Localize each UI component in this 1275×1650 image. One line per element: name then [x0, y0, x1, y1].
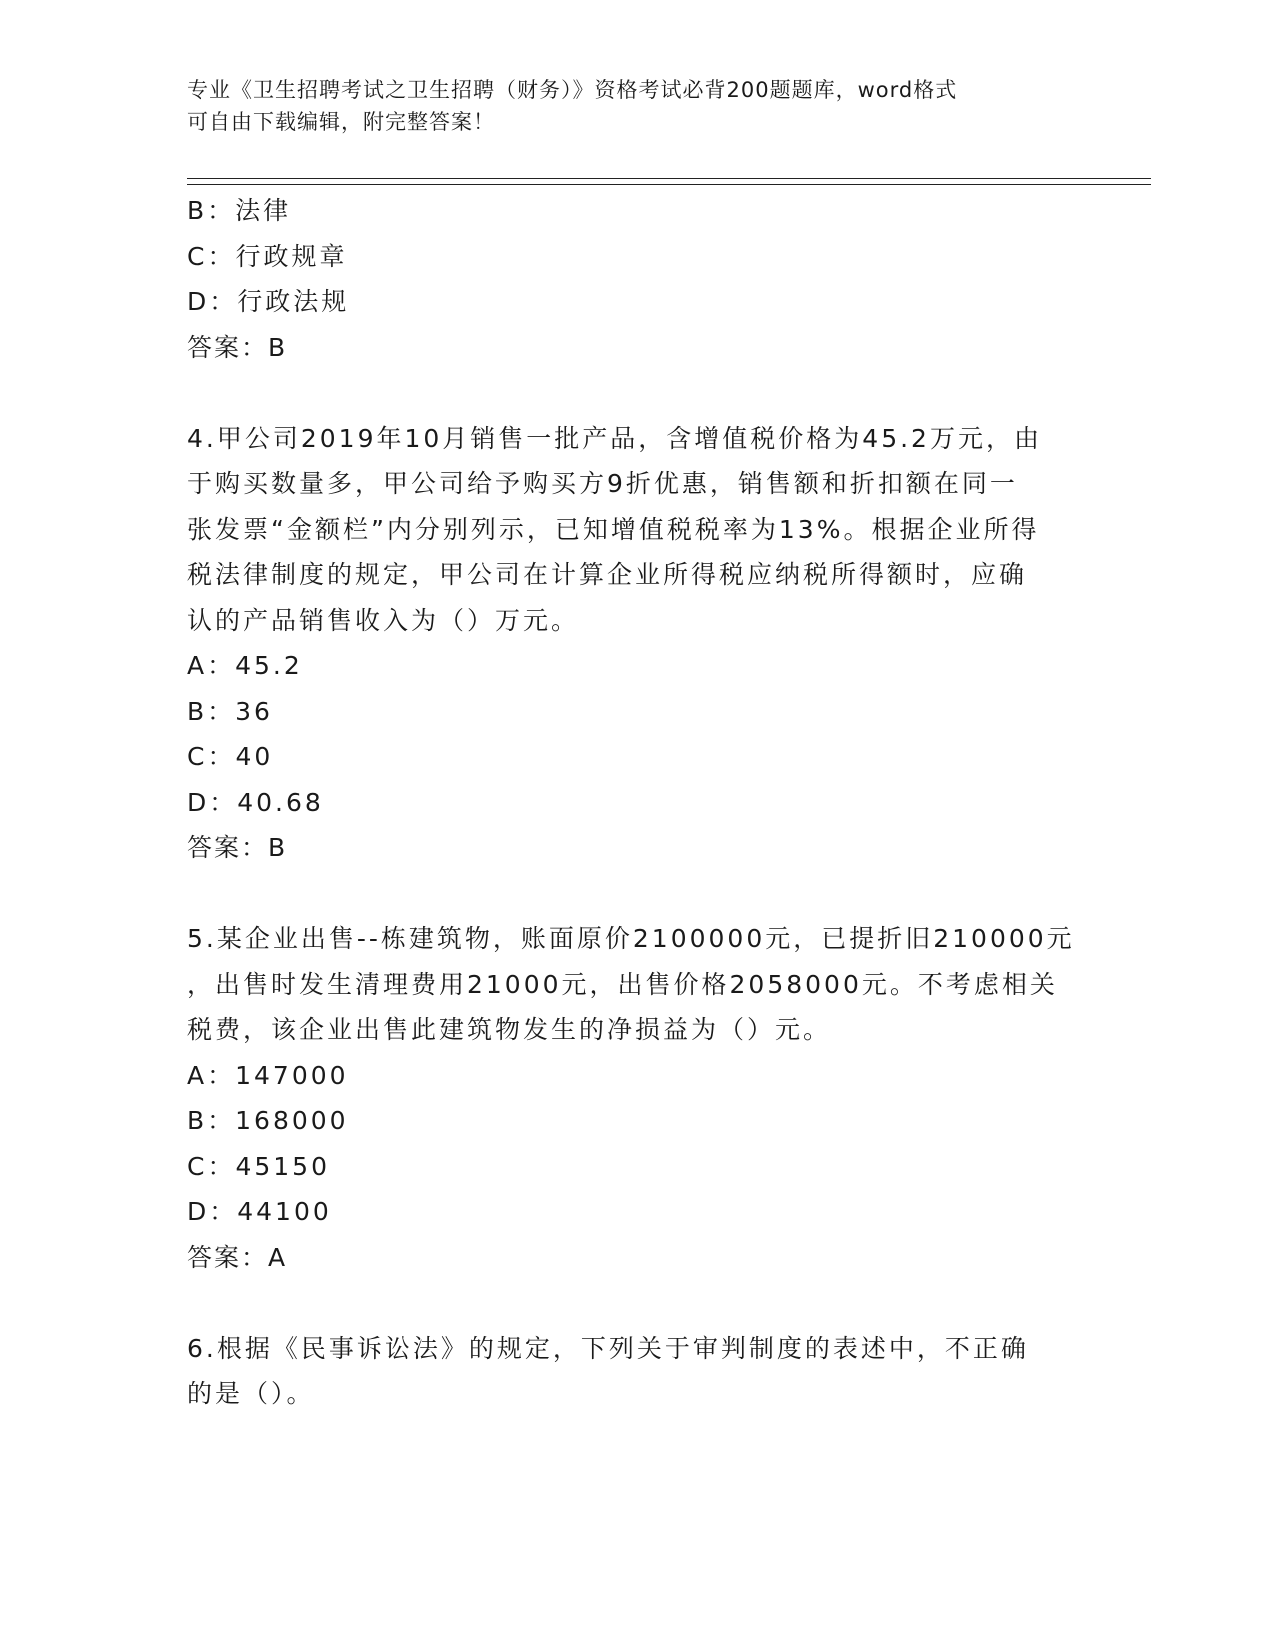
stem-line: 5.某企业出售--栋建筑物，账面原价2100000元，已提折旧210000元 — [187, 924, 1075, 953]
stem-line: 税法律制度的规定，甲公司在计算企业所得税应纳税所得额时，应确 — [187, 560, 1028, 589]
stem-line: 于购买数量多，甲公司给予购买方9折优惠，销售额和折扣额在同一 — [187, 469, 1018, 498]
option-b: B：法律 — [187, 196, 292, 225]
option-d: D：40.68 — [187, 787, 324, 817]
option-a: A：45.2 — [187, 651, 303, 680]
header-line-1: 专业《卫生招聘考试之卫生招聘（财务）》资格考试必背200题题库，word格式 — [187, 78, 958, 102]
stem-line: 4.甲公司2019年10月销售一批产品，含增值税价格为45.2万元，由 — [187, 423, 1042, 453]
spacer — [187, 1280, 1087, 1326]
option-c: C：40 — [187, 742, 274, 771]
spacer — [187, 370, 1087, 416]
question-stem — [187, 1326, 1087, 1417]
answer-line: 答案：B — [187, 833, 288, 862]
question-6 — [187, 1326, 1087, 1417]
header-divider-bottom — [187, 184, 1151, 185]
answer-line: 答案：A — [187, 1242, 288, 1272]
stem-line: 的是（）。 — [187, 1379, 315, 1408]
document-header — [187, 74, 1067, 138]
stem-line: ，出售时发生清理费用21000元，出售价格2058000元。不考虑相关 — [187, 969, 1058, 999]
stem-line: 6.根据《民事诉讼法》的规定，下列关于审判制度的表述中，不正确 — [187, 1333, 1029, 1363]
option-c: C：行政规章 — [187, 241, 348, 271]
option-c: C：45150 — [187, 1151, 330, 1181]
option-d: D：行政法规 — [187, 287, 350, 316]
stem-line: 认的产品销售收入为（）万元。 — [187, 605, 580, 635]
answer-line: 答案：B — [187, 332, 288, 362]
question-5 — [187, 916, 1087, 1280]
option-b: B：36 — [187, 696, 273, 726]
question-4 — [187, 416, 1087, 871]
stem-line: 张发票“金额栏”内分别列示，已知增值税税率为13%。根据企业所得 — [187, 514, 1040, 544]
spacer — [187, 871, 1087, 917]
option-d: D：44100 — [187, 1197, 332, 1226]
question-content — [187, 188, 1087, 1417]
question-stem — [187, 916, 1087, 1053]
option-b: B：168000 — [187, 1106, 349, 1135]
stem-line: 税费，该企业出售此建筑物发生的净损益为（）元。 — [187, 1015, 832, 1044]
option-a: A：147000 — [187, 1060, 349, 1090]
question-3-tail — [187, 188, 1087, 370]
question-stem — [187, 416, 1087, 644]
header-line-2: 可自由下载编辑，附完整答案！ — [187, 110, 495, 134]
header-divider-top — [187, 178, 1151, 179]
